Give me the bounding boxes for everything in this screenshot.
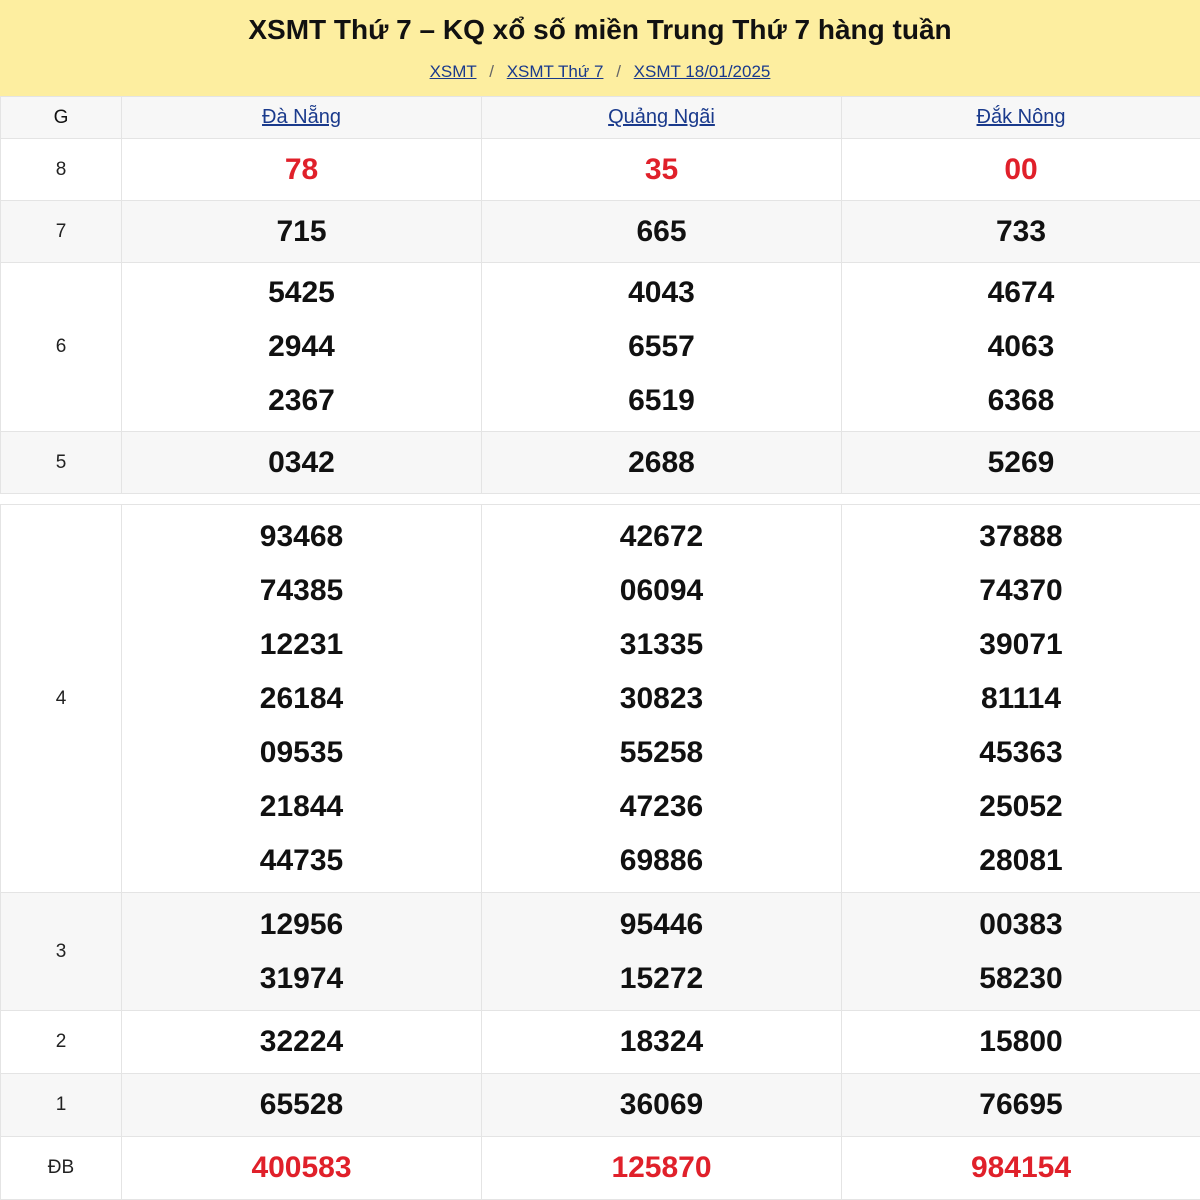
- prize-number: 55258: [482, 726, 841, 780]
- prize-row-6: [1, 263, 1200, 432]
- prize-number: 2688: [482, 436, 841, 490]
- prize-number: 00: [842, 143, 1200, 197]
- prize-number: 09535: [122, 726, 481, 780]
- prize-column-header: G: [1, 97, 122, 139]
- prize-cell: [842, 201, 1200, 263]
- prize-cell: [842, 139, 1200, 201]
- prize-label: 5: [1, 432, 122, 494]
- prize-number: 39071: [842, 618, 1200, 672]
- prize-number: 665: [482, 205, 841, 259]
- prize-row-3: [1, 893, 1200, 1011]
- prize-cell: [122, 1074, 482, 1137]
- prize-number: 00383: [842, 898, 1200, 952]
- page-title: XSMT Thứ 7 – KQ xổ số miền Trung Thứ 7 hàng tuần: [0, 14, 1200, 46]
- province-link-dak-nong[interactable]: Đắk Nông: [977, 106, 1066, 128]
- prize-cell: [842, 1074, 1200, 1137]
- prize-cell: [122, 432, 482, 494]
- prize-cell: [482, 1137, 842, 1200]
- prize-number: 06094: [482, 564, 841, 618]
- prize-row-7: [1, 201, 1200, 263]
- prize-row-4: [1, 505, 1200, 893]
- results-table-top: [0, 96, 1200, 494]
- prize-number: 733: [842, 205, 1200, 259]
- prize-number: 15800: [842, 1015, 1200, 1069]
- prize-number: 18324: [482, 1015, 841, 1069]
- prize-number: 81114: [842, 672, 1200, 726]
- prize-cell: [122, 263, 482, 432]
- prize-label: 8: [1, 139, 122, 201]
- prize-number: 2367: [122, 374, 481, 428]
- prize-cell: [122, 1011, 482, 1074]
- prize-number: 44735: [122, 834, 481, 888]
- province-header-dak-nong: [842, 97, 1200, 139]
- prize-label: 3: [1, 893, 122, 1011]
- breadcrumb-separator: /: [489, 62, 494, 81]
- prize-number: 715: [122, 205, 481, 259]
- prize-number: 15272: [482, 952, 841, 1006]
- prize-number: 74370: [842, 564, 1200, 618]
- prize-number: 5269: [842, 436, 1200, 490]
- prize-number: 0342: [122, 436, 481, 490]
- prize-cell: [842, 505, 1200, 893]
- prize-label: 6: [1, 263, 122, 432]
- prize-number: 32224: [122, 1015, 481, 1069]
- prize-number: 31335: [482, 618, 841, 672]
- prize-number: 65528: [122, 1078, 481, 1132]
- prize-number: 30823: [482, 672, 841, 726]
- prize-cell: [842, 1137, 1200, 1200]
- prize-number: 69886: [482, 834, 841, 888]
- prize-row-8: [1, 139, 1200, 201]
- prize-cell: [842, 263, 1200, 432]
- prize-cell: [482, 893, 842, 1011]
- prize-label: 1: [1, 1074, 122, 1137]
- prize-row-2: [1, 1011, 1200, 1074]
- prize-number: 31974: [122, 952, 481, 1006]
- prize-number: 58230: [842, 952, 1200, 1006]
- prize-number: 6557: [482, 320, 841, 374]
- province-link-quang-ngai[interactable]: Quảng Ngãi: [608, 106, 715, 128]
- prize-row-special: [1, 1137, 1200, 1200]
- prize-number: 93468: [122, 510, 481, 564]
- prize-number: 4063: [842, 320, 1200, 374]
- prize-cell: [482, 432, 842, 494]
- province-link-da-nang[interactable]: Đà Nẵng: [262, 106, 341, 128]
- prize-number: 12231: [122, 618, 481, 672]
- prize-number: 42672: [482, 510, 841, 564]
- prize-label: 7: [1, 201, 122, 263]
- prize-cell: [122, 1137, 482, 1200]
- province-header-da-nang: [122, 97, 482, 139]
- prize-cell: [122, 505, 482, 893]
- prize-cell: [482, 1074, 842, 1137]
- prize-cell: [482, 139, 842, 201]
- prize-number: 26184: [122, 672, 481, 726]
- prize-cell: [482, 263, 842, 432]
- prize-number: 45363: [842, 726, 1200, 780]
- prize-row-1: [1, 1074, 1200, 1137]
- prize-label: 2: [1, 1011, 122, 1074]
- prize-number: 36069: [482, 1078, 841, 1132]
- prize-cell: [482, 1011, 842, 1074]
- results-header: [0, 0, 1200, 96]
- prize-number: 4674: [842, 266, 1200, 320]
- prize-number: 74385: [122, 564, 481, 618]
- breadcrumb-xsmt-date[interactable]: XSMT 18/01/2025: [634, 62, 771, 81]
- prize-number: 35: [482, 143, 841, 197]
- prize-number: 47236: [482, 780, 841, 834]
- prize-number: 76695: [842, 1078, 1200, 1132]
- prize-number: 984154: [842, 1141, 1200, 1195]
- prize-cell: [842, 893, 1200, 1011]
- prize-row-5: [1, 432, 1200, 494]
- prize-number: 28081: [842, 834, 1200, 888]
- prize-number: 5425: [122, 266, 481, 320]
- prize-cell: [482, 505, 842, 893]
- prize-number: 37888: [842, 510, 1200, 564]
- prize-cell: [122, 893, 482, 1011]
- prize-cell: [482, 201, 842, 263]
- prize-cell: [122, 201, 482, 263]
- prize-number: 95446: [482, 898, 841, 952]
- prize-number: 400583: [122, 1141, 481, 1195]
- prize-number: 125870: [482, 1141, 841, 1195]
- breadcrumb: [0, 62, 1200, 82]
- prize-label: 4: [1, 505, 122, 893]
- prize-number: 6368: [842, 374, 1200, 428]
- breadcrumb-xsmt[interactable]: XSMT: [430, 62, 477, 81]
- prize-label: ĐB: [1, 1137, 122, 1200]
- prize-number: 25052: [842, 780, 1200, 834]
- prize-number: 12956: [122, 898, 481, 952]
- breadcrumb-xsmt-thu-7[interactable]: XSMT Thứ 7: [507, 62, 604, 81]
- results-table-bottom: [0, 504, 1200, 1200]
- prize-number: 21844: [122, 780, 481, 834]
- province-header-quang-ngai: [482, 97, 842, 139]
- prize-cell: [842, 1011, 1200, 1074]
- prize-cell: [842, 432, 1200, 494]
- prize-number: 78: [122, 143, 481, 197]
- breadcrumb-separator: /: [616, 62, 621, 81]
- prize-number: 4043: [482, 266, 841, 320]
- prize-number: 6519: [482, 374, 841, 428]
- prize-number: 2944: [122, 320, 481, 374]
- prize-cell: [122, 139, 482, 201]
